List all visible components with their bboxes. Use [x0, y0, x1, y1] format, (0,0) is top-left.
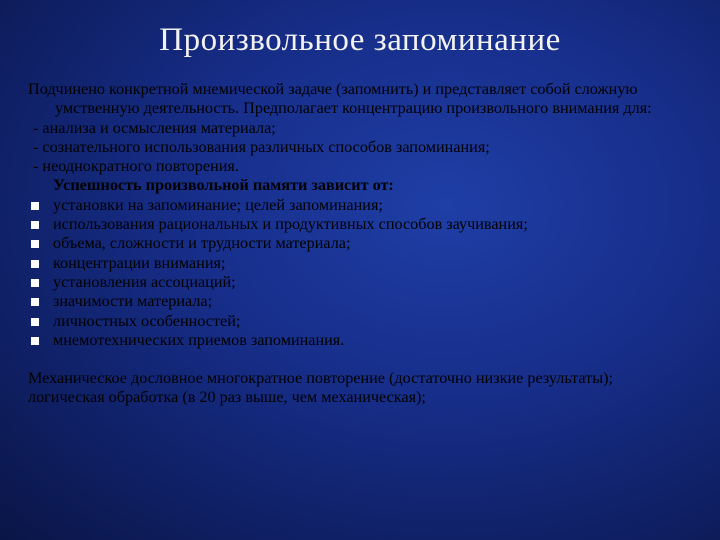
list-item — [28, 234, 708, 253]
footer-line: Механическое дословное многократное повторение (достаточно низкие результаты); — [28, 369, 613, 388]
square-bullet-icon — [31, 202, 39, 210]
list-item-text: установления ассоциаций; — [53, 272, 236, 291]
square-bullet-icon — [31, 240, 39, 248]
list-item — [28, 273, 708, 292]
list-item-text: концентрации внимания; — [53, 253, 226, 272]
footer-line: логическая обработка (в 20 раз выше, чем механическая); — [28, 388, 426, 407]
square-bullet-icon — [31, 221, 39, 229]
subheading: Успешность произвольной памяти зависит от: — [53, 176, 394, 195]
list-item-text: установки на запоминание; целей запоминания; — [53, 195, 383, 214]
slide-body — [28, 80, 708, 408]
square-bullet-icon — [31, 298, 39, 306]
square-bullet-icon — [31, 279, 39, 287]
list-item — [28, 215, 708, 234]
square-bullet-icon — [31, 260, 39, 268]
list-item-text: мнемотехнических приемов запоминания. — [53, 330, 345, 349]
list-item — [28, 312, 708, 331]
list-item-text: значимости материала; — [53, 292, 213, 311]
square-bullet-icon — [31, 318, 39, 326]
list-item — [28, 292, 708, 311]
spacer — [28, 350, 708, 369]
list-item — [28, 196, 708, 215]
list-item-text: личностных особенностей; — [53, 311, 241, 330]
intro-paragraph: Подчинено конкретной мнемической задаче (запомнить) и представляет собой сложную умственную деятельность. Предполагает концентрацию произвольного внимания для: — [28, 80, 652, 118]
slide-title: Произвольное запоминание — [159, 22, 561, 58]
dash-item: - анализа и осмысления материала; — [33, 118, 276, 137]
list-item-text: объема, сложности и трудности материала; — [53, 234, 351, 253]
list-item-text: использования рациональных и продуктивных способов заучивания; — [53, 215, 528, 234]
dash-item: - неоднократного повторения. — [33, 157, 239, 176]
list-item — [28, 331, 708, 350]
list-item — [28, 254, 708, 273]
square-bullet-icon — [31, 337, 39, 345]
factor-list — [28, 196, 708, 350]
dash-item: - сознательного использования различных способов запоминания; — [33, 137, 490, 156]
